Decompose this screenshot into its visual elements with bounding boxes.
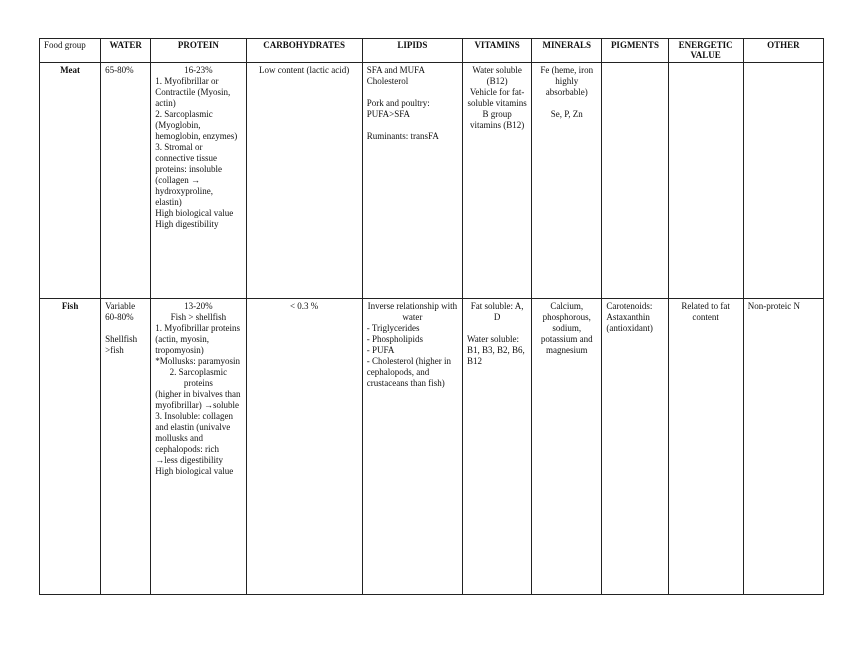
cell-line: High biological value [155, 466, 234, 476]
cell-water [101, 63, 151, 299]
header-vitamins: VITAMINS [463, 39, 532, 63]
cell-line: 1. Myofibrillar or Contractile (Myosin, actin) [155, 76, 233, 108]
cell-line: Shellfish >fish [105, 334, 140, 355]
cell-protein [151, 63, 246, 299]
cell-energetic-value [668, 299, 743, 595]
cell-line: Variable 60-80% [105, 301, 138, 322]
cell-line: - Phospholipids [366, 334, 424, 344]
cell-line: < 0.3 % [289, 301, 319, 311]
cell-line: *Mollusks: paramyosin [155, 356, 241, 366]
cell-line [367, 87, 458, 98]
cell-minerals [532, 299, 602, 595]
cell-line: 16-23% [184, 65, 213, 75]
cell-line: Related to fat content [681, 301, 733, 322]
cell-vitamins [463, 63, 532, 299]
cell-line: Fe (heme, iron highly absorbable) [540, 65, 596, 97]
cell-line: 2. Sarcoplasmic (Myoglobin, hemoglobin, enzymes) [155, 109, 238, 141]
table-row-fish [40, 299, 824, 595]
cell-line: 3. Stromal or connective tissue proteins: insoluble (collagen → hydroxyproline, elastin) [155, 142, 225, 207]
food-composition-table [39, 38, 824, 595]
table-row-meat [40, 63, 824, 299]
header-minerals: MINERALS [532, 39, 602, 63]
cell-line: Non-proteic N [747, 301, 800, 311]
cell-line: Low content (lactic acid) [259, 65, 350, 75]
header-carbohydrates: CARBOHYDRATES [246, 39, 362, 63]
cell-line [467, 323, 527, 334]
cell-line: B group vitamins (B12) [469, 109, 525, 130]
cell-lipids [362, 299, 462, 595]
cell-line: Fat soluble: A, D [470, 301, 526, 322]
cell-line [105, 323, 146, 334]
cell-pigments [602, 63, 668, 299]
cell-line: 3. Insoluble: collagen and elastin (univalve mollusks and cephalopods: rich →less digestibility [155, 411, 236, 465]
cell-line [367, 120, 458, 131]
cell-carbohydrates [246, 299, 362, 595]
cell-line: High digestibility [155, 219, 219, 229]
cell-water [101, 299, 151, 595]
cell-line: SFA and MUFA [366, 65, 425, 75]
cell-line: Fish > shellfish [170, 312, 227, 322]
header-energetic-value: ENERGETIC VALUE [668, 39, 743, 63]
cell-vitamins [463, 299, 532, 595]
cell-line: Cholesterol [366, 76, 409, 86]
cell-line [536, 98, 597, 109]
cell-protein [151, 299, 246, 595]
header-food-group: Food group [40, 39, 101, 63]
cell-line: Inverse relationship with water [367, 301, 460, 322]
cell-line: 13-20% [184, 301, 213, 311]
cell-line: Water soluble (B12) [472, 65, 525, 86]
cell-line: Calcium, phosphorous, sodium, potassium and magnesium [540, 301, 595, 355]
cell-line: Ruminants: transFA [366, 131, 439, 141]
cell-line: - Triglycerides [366, 323, 420, 333]
cell-line: Se, P, Zn [550, 109, 583, 119]
cell-lipids [362, 63, 462, 299]
header-pigments: PIGMENTS [602, 39, 668, 63]
cell-line: Carotenoids: Astaxanthin (antioxidant) [606, 301, 655, 333]
header-other: OTHER [743, 39, 823, 63]
cell-line: 65-80% [105, 65, 134, 75]
cell-carbohydrates [246, 63, 362, 299]
cell-line: Vehicle for fat-soluble vitamins [467, 87, 527, 108]
cell-pigments [602, 299, 668, 595]
cell-line: - Cholesterol (higher in cephalopods, and crustaceans than fish) [366, 356, 454, 388]
cell-other [743, 63, 823, 299]
header-water: WATER [101, 39, 151, 63]
cell-line: (higher in bivalves than myofibrillar) →soluble [155, 389, 243, 410]
cell-energetic-value [668, 63, 743, 299]
cell-line: 1. Myofibrillar proteins (actin, myosin, tropomyosin) [155, 323, 243, 355]
cell-line: Pork and poultry: PUFA>SFA [366, 98, 433, 119]
header-lipids: LIPIDS [362, 39, 462, 63]
cell-minerals [532, 63, 602, 299]
cell-food-group: Fish [40, 299, 101, 595]
header-protein: PROTEIN [151, 39, 246, 63]
header-row [40, 39, 824, 63]
cell-other [743, 299, 823, 595]
cell-line: 2. Sarcoplasmic proteins [169, 367, 230, 388]
cell-line: High biological value [155, 208, 234, 218]
cell-food-group: Meat [40, 63, 101, 299]
cell-line: Water soluble: B1, B3, B2, B6, B12 [467, 334, 528, 366]
cell-line: - PUFA [366, 345, 395, 355]
